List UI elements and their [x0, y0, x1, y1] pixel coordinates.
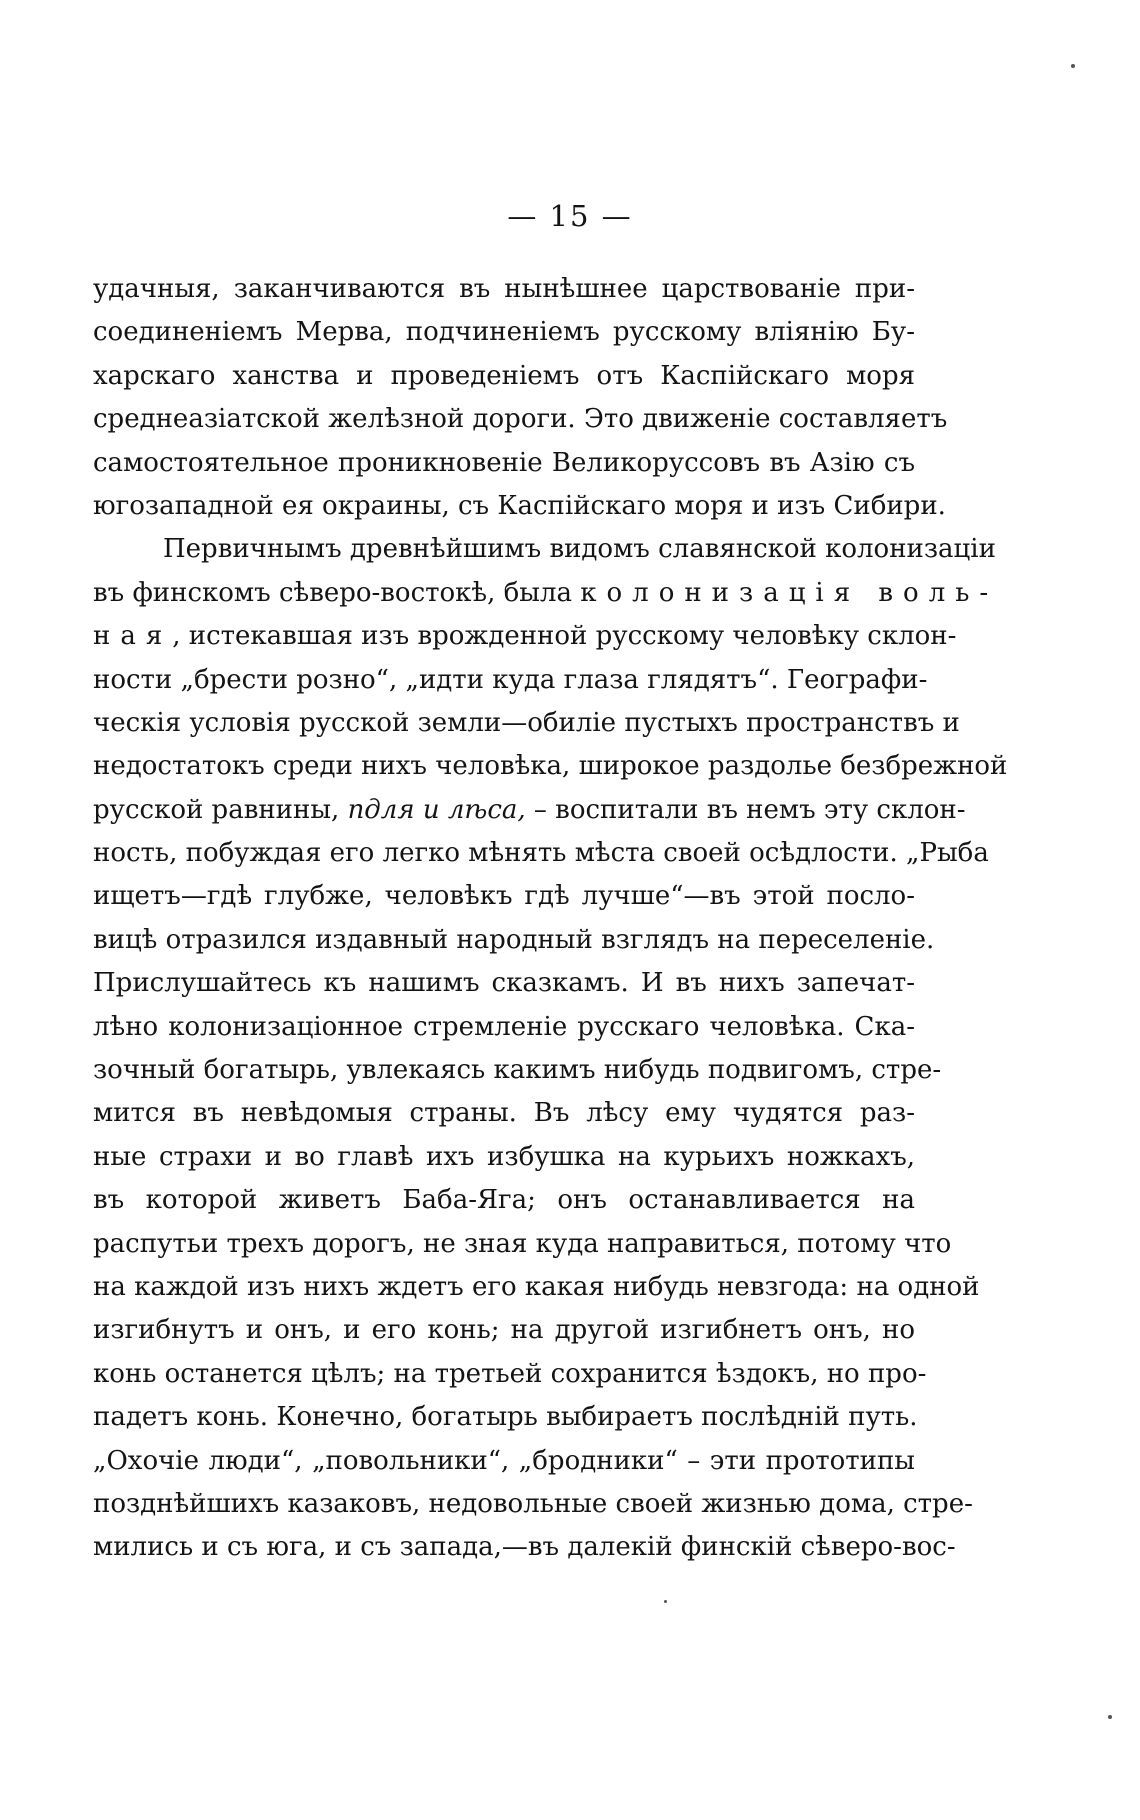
text-line: Прислушайтесь къ нашимъ сказкамъ. И въ нихъ запечат- [93, 968, 915, 999]
text-line: харскаго ханства и проведеніемъ отъ Каспійскаго моря [93, 360, 915, 391]
italic-phrase: пдля и лѣса, [347, 794, 526, 825]
text-line: позднѣйшихъ казаковъ, недовольные своей жизнью дома, стре- [93, 1488, 973, 1519]
text-line: среднеазіатской желѣзной дороги. Это движеніе составляетъ [93, 404, 948, 435]
text-line: вицѣ отразился издавный народный взглядъ на переселеніе. [93, 924, 935, 955]
emphasized-term: ная [93, 621, 173, 652]
scan-speck [664, 1600, 667, 1603]
body-text [93, 268, 1008, 1570]
text-line: падетъ конь. Конечно, богатырь выбираетъ послѣдній путь. [93, 1402, 918, 1433]
emphasized-term: колонизація воль- [580, 577, 999, 608]
page-number: — 15 — [507, 199, 633, 233]
text-line: конь останется цѣлъ; на третьей сохранится ѣздокъ, но про- [93, 1358, 927, 1389]
text-line: мились и съ юга, и съ запада,—въ далекій финскій сѣверо-вос- [93, 1532, 956, 1563]
text-line: „Охочіе люди“, „повольники“, „бродники“ – эти прототипы [93, 1445, 915, 1476]
text-line: на каждой изъ нихъ ждетъ его какая нибудь невзгода: на одной [93, 1271, 980, 1302]
text-line: удачныя, заканчиваются въ нынѣшнее царствованіе при- [93, 274, 915, 304]
text-line: распутьи трехъ дорогъ, не зная куда направиться, потому что [93, 1228, 952, 1259]
text-line: въ которой живетъ Баба-Яга; онъ останавливается на [93, 1185, 915, 1216]
text-line: мится въ невѣдомыя страны. Въ лѣсу ему чудятся раз- [93, 1098, 915, 1129]
scan-speck [1071, 64, 1075, 68]
text-line: соединеніемъ Мерва, подчиненіемъ русскому вліянію Бу- [93, 317, 915, 348]
text-line: югозападной ея окраины, съ Каспійскаго моря и изъ Сибири. [93, 490, 946, 521]
text-line: ность, побуждая его легко мѣнять мѣста своей осѣдлости. „Рыба [93, 838, 989, 869]
text-line [93, 572, 999, 615]
text-line [93, 789, 966, 832]
text-line: лѣно колонизаціонное стремленіе русскаго человѣка. Ска- [93, 1011, 915, 1042]
text-segment: , истекавшая изъ врожденной русскому человѣку склон- [172, 621, 957, 652]
text-segment: – воспитали въ немъ эту склон- [525, 794, 966, 825]
text-segment: въ финскомъ сѣверо-востокѣ, была [93, 577, 581, 608]
text-line: ческія условія русской земли—обиліе пустыхъ пространствъ и [93, 707, 960, 738]
text-segment: русской равнины, [93, 794, 348, 825]
text-line: Первичнымъ древнѣйшимъ видомъ славянской колонизаціи [163, 534, 996, 565]
scan-speck [1108, 1715, 1112, 1719]
text-line: ищетъ—гдѣ глубже, человѣкъ гдѣ лучше“—въ этой посло- [93, 881, 915, 912]
text-line: ности „брести розно“, „идти куда глаза глядятъ“. Географи- [93, 664, 928, 695]
text-line: самостоятельное проникновеніе Великоруссовъ въ Азію съ [93, 447, 915, 478]
text-line [93, 615, 957, 658]
text-line: ные страхи и во главѣ ихъ избушка на курьихъ ножкахъ, [93, 1141, 915, 1172]
text-line: недостатокъ среди нихъ человѣка, широкое раздолье безбрежной [93, 751, 1008, 782]
text-line: зочный богатырь, увлекаясь какимъ нибудь подвигомъ, стре- [93, 1055, 942, 1086]
text-line: изгибнутъ и онъ, и его конь; на другой изгибнетъ онъ, но [93, 1315, 915, 1346]
